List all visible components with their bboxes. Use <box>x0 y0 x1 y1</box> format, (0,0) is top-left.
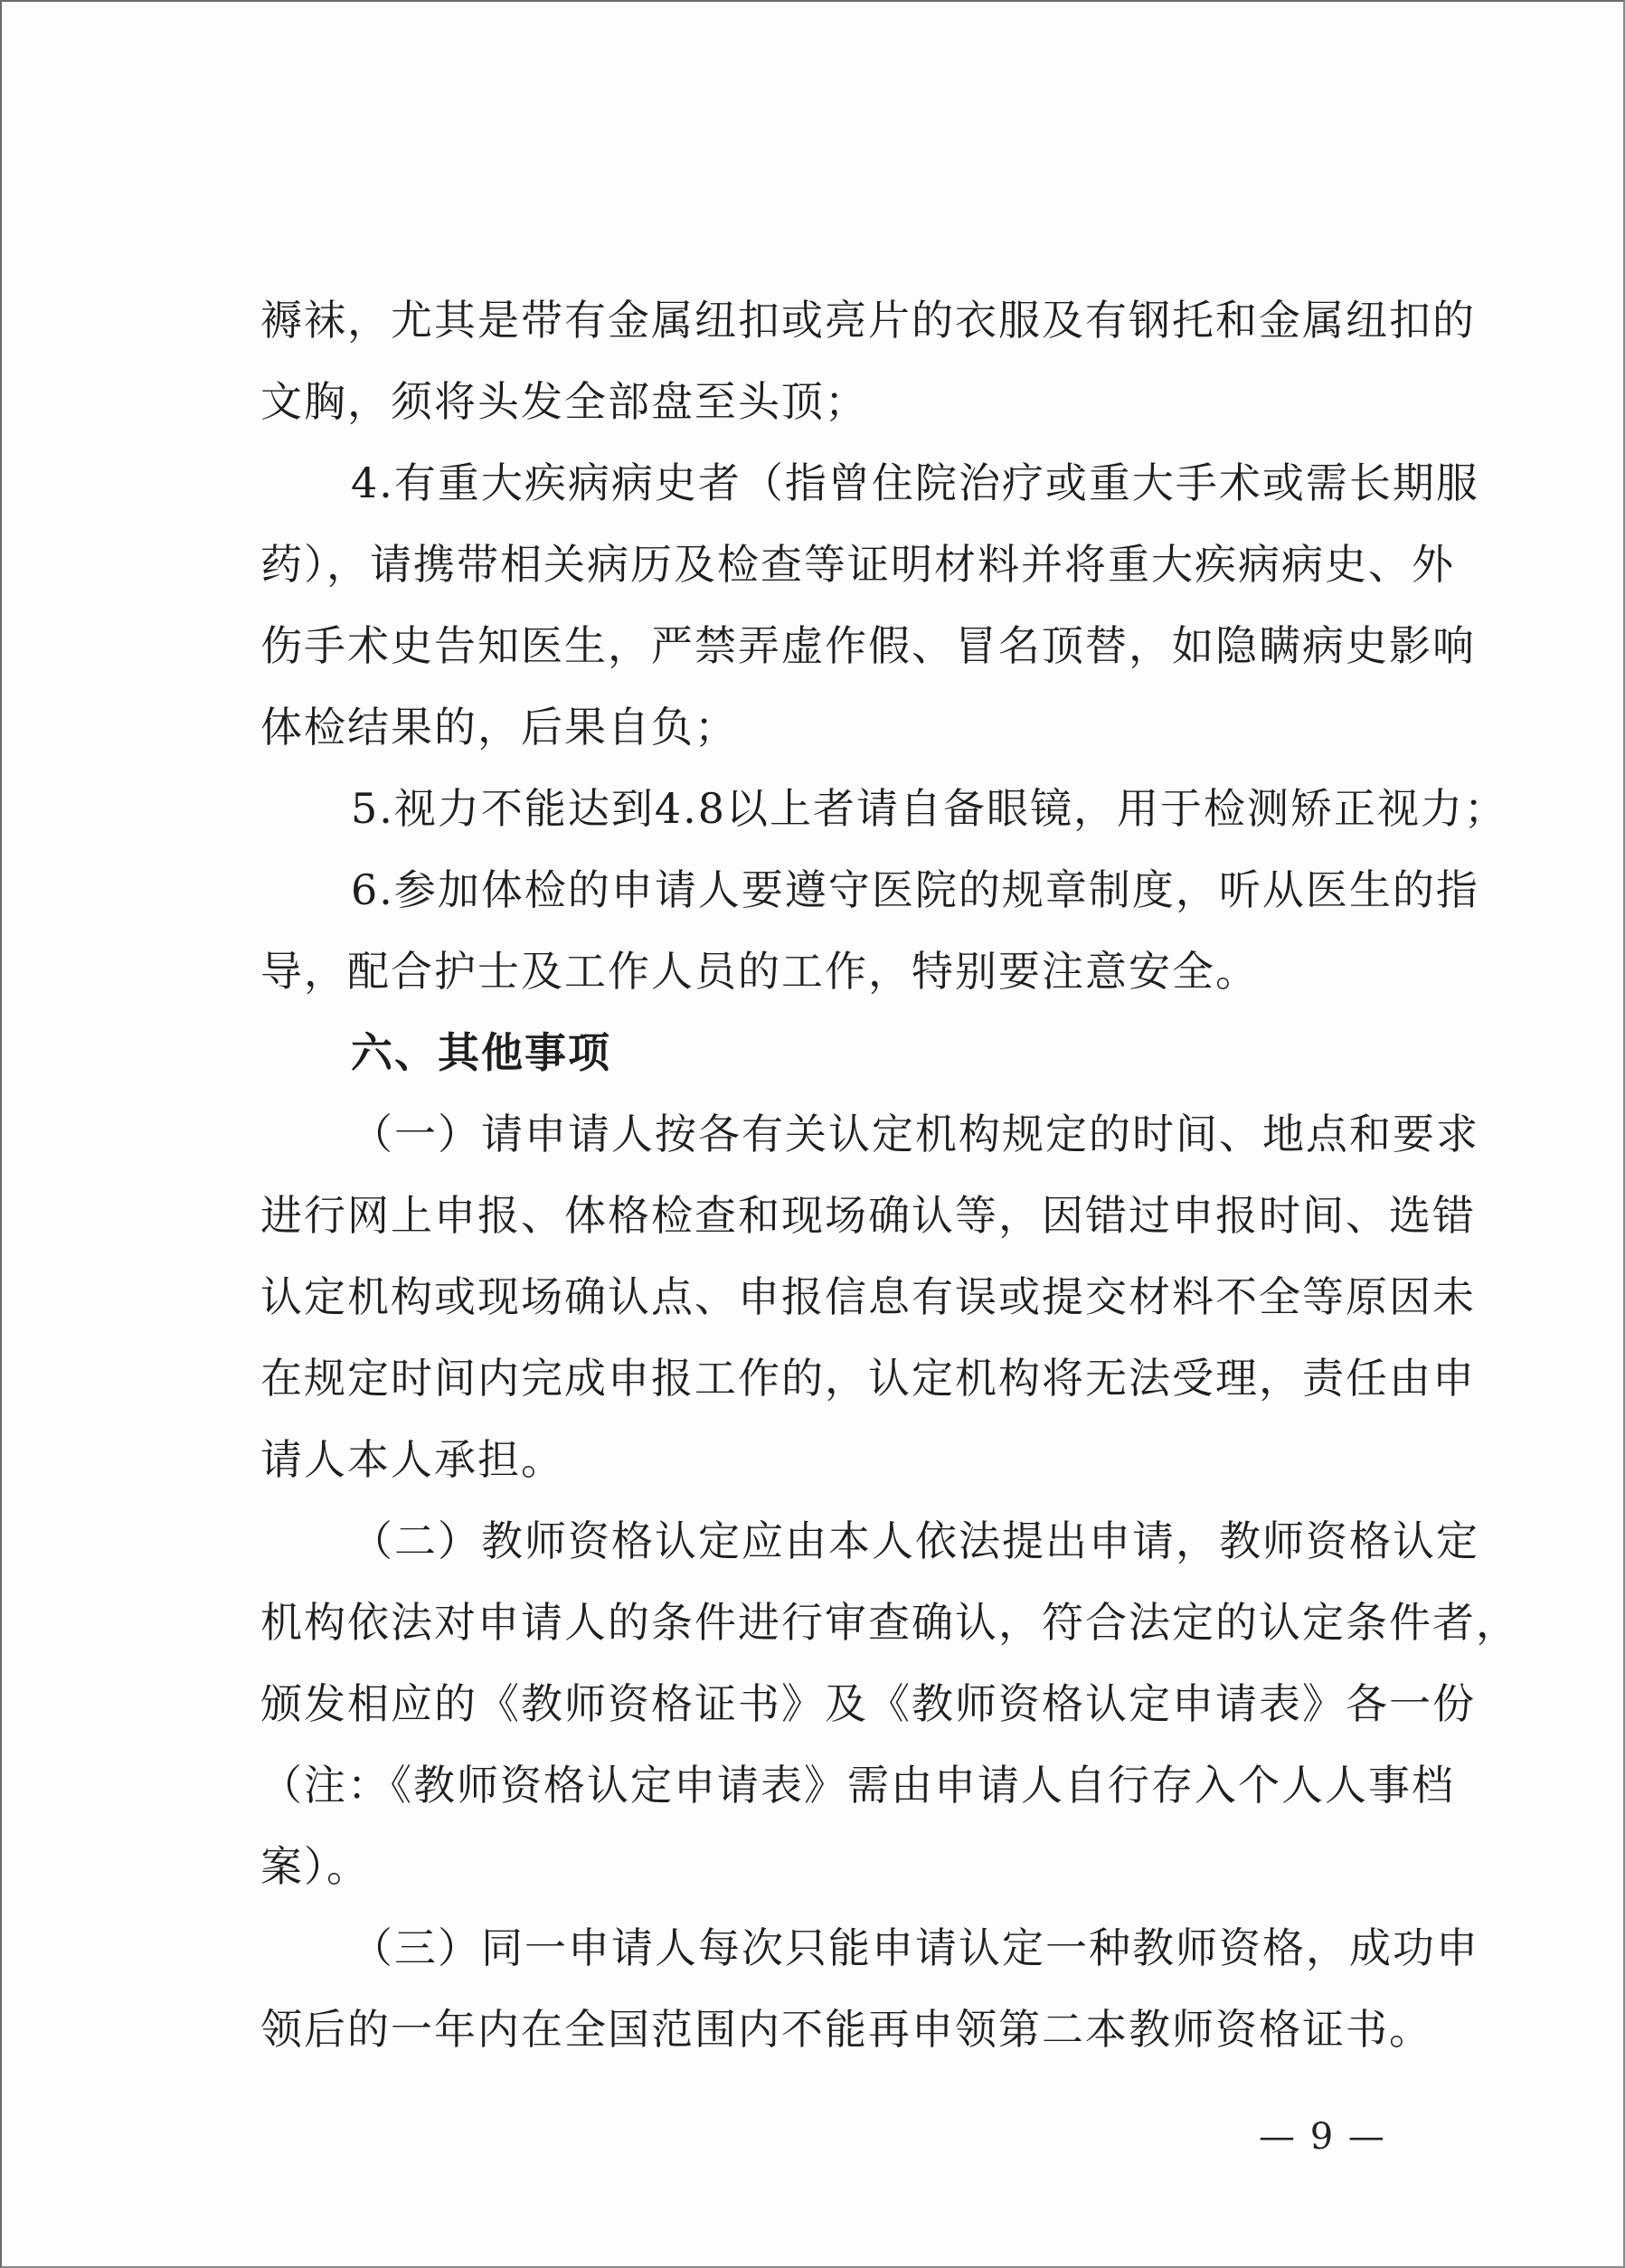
page-number: — 9 — <box>1259 2116 1386 2158</box>
text-line-16: （二）教师资格认定应由本人依法提出申请，教师资格认定 <box>351 1517 1479 1565</box>
text-line-15: 请人本人承担。 <box>260 1435 564 1484</box>
text-line-8: 6.参加体检的申请人要遵守医院的规章制度，听从医生的指 <box>351 865 1479 914</box>
text-line-22: 领后的一年内在全国范围内不能再申领第二本教师资格证书。 <box>260 2005 1432 2054</box>
text-line-6: 体检结果的，后果自负； <box>260 703 738 751</box>
text-line-12: 进行网上申报、体格检查和现场确认等，因错过申报时间、选错 <box>260 1191 1476 1240</box>
text-line-1: 褥袜，尤其是带有金属纽扣或亮片的衣服及有钢托和金属纽扣的 <box>260 296 1476 345</box>
text-line-20: 案）。 <box>260 1842 370 1891</box>
text-line-18: 颁发相应的《教师资格证书》及《教师资格认定申请表》各一份 <box>260 1679 1476 1728</box>
text-line-5: 伤手术史告知医生，严禁弄虚作假、冒名顶替，如隐瞒病史影响 <box>260 621 1476 670</box>
text-line-13: 认定机构或现场确认点、申报信息有误或提交材料不全等原因未 <box>260 1272 1476 1321</box>
text-line-11: （一）请申请人按各有关认定机构规定的时间、地点和要求 <box>351 1110 1479 1158</box>
text-line-21: （三）同一申请人每次只能申请认定一种教师资格，成功申 <box>351 1923 1479 1972</box>
text-line-3: 4.有重大疾病病史者（指曾住院治疗或重大手术或需长期服 <box>351 458 1479 507</box>
text-line-4: 药），请携带相关病历及检查等证明材料并将重大疾病病史、外 <box>260 540 1455 589</box>
text-line-9: 导，配合护士及工作人员的工作，特别要注意安全。 <box>260 947 1259 996</box>
text-line-7: 5.视力不能达到4.8以上者请自备眼镜，用于检测矫正视力； <box>351 784 1508 833</box>
text-line-2: 文胸，须将头发全部盘至头顶； <box>260 377 868 426</box>
text-line-14: 在规定时间内完成申报工作的，认定机构将无法受理，责任由申 <box>260 1354 1476 1403</box>
text-line-17: 机构依法对申请人的条件进行审查确认，符合法定的认定条件者， <box>260 1598 1519 1647</box>
text-line-19: （注：《教师资格认定申请表》需由申请人自行存入个人人事档 <box>260 1761 1455 1810</box>
section-heading: 六、其他事项 <box>351 1028 611 1077</box>
